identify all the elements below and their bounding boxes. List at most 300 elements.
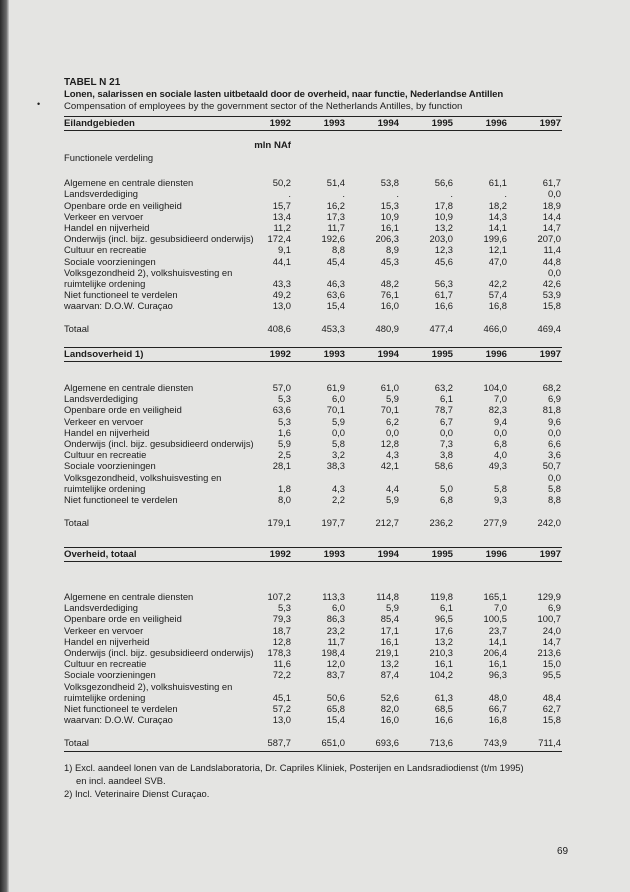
section-landsoverheid bbox=[64, 347, 562, 528]
cell-value: 15,4 bbox=[326, 714, 345, 726]
cell-value: 6,2 bbox=[385, 415, 399, 427]
cell-value: 2,5 bbox=[277, 449, 291, 461]
cell-value: 78,7 bbox=[434, 404, 453, 416]
row-label: ruimtelijke ordening bbox=[64, 277, 146, 289]
row-label: Niet functioneel te verdelen bbox=[64, 702, 178, 714]
row-label: Sociale voorzieningen bbox=[64, 255, 156, 267]
table-row bbox=[64, 211, 562, 222]
cell-value: 711,4 bbox=[538, 737, 561, 749]
cell-value: 15,4 bbox=[326, 300, 345, 312]
cell-value: 0,0 bbox=[439, 426, 453, 438]
cell-value: 199,6 bbox=[483, 233, 507, 245]
row-label: ruimtelijke ordening bbox=[64, 691, 146, 703]
cell-value: 7,3 bbox=[439, 437, 453, 449]
cell-value: 11,2 bbox=[273, 221, 291, 233]
section-header bbox=[64, 548, 562, 562]
row-label: Cultuur en recreatie bbox=[64, 449, 147, 461]
cell-value: 203,0 bbox=[429, 233, 453, 245]
footnote-1: 1) Excl. aandeel lonen van de Landslaboratoria, Dr. Capriles Kliniek, Posterijen en Landsradiodienst (t/m 1995) bbox=[64, 762, 524, 773]
cell-value bbox=[453, 267, 507, 278]
cell-value: 13,2 bbox=[434, 635, 453, 647]
total-row bbox=[64, 323, 562, 334]
cell-value: 11,6 bbox=[273, 658, 291, 670]
row-label: Onderwijs (incl. bijz. gesubsidieerd onderwijs) bbox=[64, 437, 254, 449]
cell-value: 82,0 bbox=[380, 702, 399, 714]
cell-value: 15,8 bbox=[542, 300, 561, 312]
row-label: Volksgezondheid 2), volkshuisvesting en bbox=[64, 680, 233, 692]
cell-value: 14,3 bbox=[488, 210, 507, 222]
year-header: 1997 bbox=[539, 349, 561, 360]
cell-value: 179,1 bbox=[267, 517, 291, 529]
row-label: Algemene en centrale diensten bbox=[64, 177, 194, 189]
row-label: Handel en nijverheid bbox=[64, 426, 150, 438]
cell-value: 6,1 bbox=[439, 602, 453, 614]
cell-value: 4,3 bbox=[385, 449, 399, 461]
section-heading: Landsoverheid 1) bbox=[64, 349, 144, 360]
footnote-1-cont: en incl. aandeel SVB. bbox=[76, 775, 166, 786]
cell-value: 9,3 bbox=[493, 493, 507, 505]
cell-value: 0,0 bbox=[385, 426, 399, 438]
table-row bbox=[64, 289, 562, 300]
cell-value bbox=[399, 681, 453, 692]
cell-value: 5,9 bbox=[385, 493, 399, 505]
cell-value: 104,2 bbox=[429, 669, 453, 681]
table-row bbox=[64, 613, 562, 624]
cell-value: 18,7 bbox=[272, 624, 291, 636]
cell-value: 11,7 bbox=[327, 221, 345, 233]
cell-value: 44,8 bbox=[542, 255, 561, 267]
cell-value: 57,2 bbox=[272, 702, 291, 714]
total-row bbox=[64, 517, 562, 528]
cell-value: 9,6 bbox=[547, 415, 561, 427]
row-label: Landsverdediging bbox=[64, 602, 139, 614]
table-code: TABEL N 21 bbox=[64, 77, 121, 88]
row-label: Handel en nijverheid bbox=[64, 635, 150, 647]
cell-value: 48,4 bbox=[542, 691, 561, 703]
cell-value: 79,3 bbox=[272, 613, 291, 625]
table-row bbox=[64, 256, 562, 267]
cell-value: 13,4 bbox=[272, 210, 291, 222]
cell-value: 61,7 bbox=[542, 177, 561, 189]
table-row bbox=[64, 244, 562, 255]
row-label: Algemene en centrale diensten bbox=[64, 382, 194, 393]
cell-value: 17,8 bbox=[434, 199, 453, 211]
cell-value: 12,1 bbox=[488, 244, 507, 256]
row-label: waarvan: D.O.W. Curaçao bbox=[64, 714, 173, 726]
cell-value: 86,3 bbox=[326, 613, 345, 625]
cell-value: 113,3 bbox=[322, 591, 345, 602]
cell-value bbox=[345, 267, 399, 278]
year-header: 1996 bbox=[485, 118, 507, 129]
year-header: 1992 bbox=[269, 549, 291, 560]
table-row bbox=[64, 602, 562, 613]
cell-value: 61,3 bbox=[434, 691, 453, 703]
cell-value: 713,6 bbox=[429, 737, 453, 749]
cell-value: 42,6 bbox=[542, 277, 561, 289]
table-row bbox=[64, 416, 562, 427]
cell-value: 61,9 bbox=[326, 382, 345, 393]
cell-value: 47,0 bbox=[488, 255, 507, 267]
section-header bbox=[64, 117, 562, 131]
cell-value: 61,7 bbox=[434, 289, 453, 301]
cell-value: 45,4 bbox=[326, 255, 345, 267]
cell-value: 16,1 bbox=[488, 658, 507, 670]
cell-value: 0,0 bbox=[547, 471, 561, 483]
cell-value: 192,6 bbox=[321, 233, 345, 245]
table-row bbox=[64, 222, 562, 233]
cell-value: 46,3 bbox=[326, 277, 345, 289]
cell-value: 81,8 bbox=[542, 404, 561, 416]
cell-value: 63,6 bbox=[272, 404, 291, 416]
cell-value: 14,1 bbox=[488, 635, 507, 647]
cell-value: 6,6 bbox=[547, 437, 561, 449]
cell-value: 58,6 bbox=[434, 460, 453, 472]
subheading-row bbox=[64, 152, 562, 166]
cell-value: 172,4 bbox=[267, 233, 291, 245]
year-header: 1993 bbox=[323, 118, 345, 129]
cell-value: 5,3 bbox=[277, 415, 291, 427]
cell-value: 15,0 bbox=[542, 658, 561, 670]
cell-value: 11,4 bbox=[543, 244, 561, 256]
section-heading: Overheid, totaal bbox=[64, 549, 137, 560]
cell-value: 165,1 bbox=[483, 591, 507, 602]
year-header: 1992 bbox=[269, 349, 291, 360]
cell-value: 242,0 bbox=[537, 517, 561, 529]
cell-value: 12,8 bbox=[272, 635, 291, 647]
cell-value: 1,8 bbox=[277, 482, 291, 494]
total-row bbox=[64, 737, 562, 748]
row-label: Openbare orde en veiligheid bbox=[64, 613, 182, 625]
cell-value: 62,7 bbox=[542, 702, 561, 714]
cell-value: 85,4 bbox=[380, 613, 399, 625]
table-row bbox=[64, 438, 562, 449]
row-label: Volksgezondheid 2), volkshuisvesting en bbox=[64, 266, 233, 278]
cell-value bbox=[345, 472, 399, 483]
cell-value: 14,4 bbox=[542, 210, 561, 222]
row-label: Verkeer en vervoer bbox=[64, 624, 144, 636]
cell-value: . bbox=[450, 188, 453, 200]
table-row bbox=[64, 591, 562, 602]
cell-value: 178,3 bbox=[267, 646, 291, 658]
cell-value: 5,9 bbox=[385, 602, 399, 614]
cell-value: 28,1 bbox=[272, 460, 291, 472]
cell-value: 0,0 bbox=[547, 266, 561, 278]
cell-value: 4,3 bbox=[331, 482, 345, 494]
cell-value: 207,0 bbox=[537, 233, 561, 245]
cell-value: 68,2 bbox=[542, 382, 561, 393]
cell-value: 16,8 bbox=[488, 714, 507, 726]
cell-value: 96,5 bbox=[434, 613, 453, 625]
cell-value: 18,9 bbox=[542, 199, 561, 211]
cell-value: 5,9 bbox=[277, 437, 291, 449]
cell-value: 119,8 bbox=[430, 591, 453, 602]
cell-value: 49,3 bbox=[488, 460, 507, 472]
cell-value: 63,6 bbox=[326, 289, 345, 301]
cell-value: 5,8 bbox=[331, 437, 345, 449]
table-title-dutch: Lonen, salarissen en sociale lasten uitbetaald door de overheid, naar functie, Nederlandse Antillen bbox=[64, 89, 504, 100]
cell-value: 8,9 bbox=[385, 244, 399, 256]
cell-value: 3,2 bbox=[331, 449, 345, 461]
cell-value: 83,7 bbox=[326, 669, 345, 681]
year-header: 1993 bbox=[323, 549, 345, 560]
cell-value: 480,9 bbox=[375, 323, 399, 335]
cell-value: 14,7 bbox=[542, 635, 561, 647]
cell-value bbox=[291, 681, 345, 692]
row-label: Cultuur en recreatie bbox=[64, 244, 147, 256]
cell-value: 56,3 bbox=[434, 277, 453, 289]
cell-value bbox=[507, 681, 561, 692]
bullet-mark: • bbox=[37, 99, 41, 109]
cell-value: 6,0 bbox=[331, 393, 345, 405]
row-label: Openbare orde en veiligheid bbox=[64, 404, 182, 416]
section-header bbox=[64, 348, 562, 362]
row-label: Sociale voorzieningen bbox=[64, 669, 156, 681]
cell-value: 408,6 bbox=[267, 323, 291, 335]
cell-value: . bbox=[504, 188, 507, 200]
cell-value: 87,4 bbox=[380, 669, 399, 681]
cell-value: 6,9 bbox=[547, 393, 561, 405]
cell-value: 206,4 bbox=[483, 646, 507, 658]
cell-value: 197,7 bbox=[321, 517, 345, 529]
cell-value: 466,0 bbox=[483, 323, 507, 335]
spacer bbox=[64, 131, 562, 140]
row-label: Landsverdediging bbox=[64, 393, 139, 405]
cell-value: 16,1 bbox=[380, 635, 399, 647]
cell-value: 16,0 bbox=[380, 300, 399, 312]
row-label: Niet functioneel te verdelen bbox=[64, 493, 178, 505]
cell-value: 693,6 bbox=[375, 737, 399, 749]
unit-label: mln NAf bbox=[254, 140, 291, 151]
cell-value: 24,0 bbox=[542, 624, 561, 636]
table-row bbox=[64, 449, 562, 460]
table-row bbox=[64, 300, 562, 311]
cell-value: 5,3 bbox=[277, 393, 291, 405]
cell-value: 43,3 bbox=[272, 277, 291, 289]
cell-value: 52,6 bbox=[380, 691, 399, 703]
table-row bbox=[64, 692, 562, 703]
cell-value bbox=[453, 681, 507, 692]
unit-row bbox=[64, 140, 562, 152]
year-header: 1993 bbox=[323, 349, 345, 360]
cell-value: 2,2 bbox=[331, 493, 345, 505]
cell-value: 96,3 bbox=[488, 669, 507, 681]
cell-value: 61,1 bbox=[488, 177, 507, 189]
cell-value: 53,8 bbox=[380, 177, 399, 189]
cell-value: 5,9 bbox=[331, 415, 345, 427]
cell-value: 16,1 bbox=[434, 658, 453, 670]
cell-value bbox=[291, 472, 345, 483]
cell-value: 45,1 bbox=[272, 691, 291, 703]
cell-value: 277,9 bbox=[483, 517, 507, 529]
cell-value: 1,6 bbox=[277, 426, 291, 438]
year-header: 1995 bbox=[431, 349, 453, 360]
year-header: 1994 bbox=[377, 349, 399, 360]
cell-value: 6,8 bbox=[493, 437, 507, 449]
cell-value: 3,6 bbox=[547, 449, 561, 461]
cell-value: 68,5 bbox=[434, 702, 453, 714]
row-label: Verkeer en vervoer bbox=[64, 415, 144, 427]
cell-value: 50,7 bbox=[542, 460, 561, 472]
table-row bbox=[64, 427, 562, 438]
row-label: Cultuur en recreatie bbox=[64, 658, 147, 670]
row-label: Verkeer en vervoer bbox=[64, 210, 144, 222]
cell-value: 57,0 bbox=[272, 382, 291, 393]
cell-value bbox=[237, 681, 291, 692]
cell-value: 17,1 bbox=[380, 624, 399, 636]
cell-value bbox=[345, 681, 399, 692]
year-header: 1994 bbox=[377, 118, 399, 129]
cell-value: 17,3 bbox=[326, 210, 345, 222]
cell-value: 12,0 bbox=[326, 658, 345, 670]
row-label: Niet functioneel te verdelen bbox=[64, 289, 178, 301]
cell-value bbox=[453, 472, 507, 483]
cell-value: 23,7 bbox=[488, 624, 507, 636]
cell-value: 42,1 bbox=[380, 460, 399, 472]
cell-value: 6,7 bbox=[439, 415, 453, 427]
table-row bbox=[64, 472, 562, 483]
cell-value bbox=[291, 267, 345, 278]
cell-value bbox=[237, 267, 291, 278]
table-row bbox=[64, 267, 562, 278]
row-label: ruimtelijke ordening bbox=[64, 482, 146, 494]
cell-value: 16,1 bbox=[380, 221, 399, 233]
row-label: Volksgezondheid, volkshuisvesting en bbox=[64, 471, 222, 483]
row-label: Openbare orde en veiligheid bbox=[64, 199, 182, 211]
bottom-rule bbox=[64, 751, 562, 752]
row-label: waarvan: D.O.W. Curaçao bbox=[64, 300, 173, 312]
cell-value: 44,1 bbox=[272, 255, 291, 267]
cell-value: 129,9 bbox=[537, 591, 561, 602]
cell-value: 16,6 bbox=[434, 300, 453, 312]
cell-value bbox=[399, 267, 453, 278]
cell-value: 45,3 bbox=[380, 255, 399, 267]
year-header: 1997 bbox=[539, 118, 561, 129]
cell-value: 66,7 bbox=[488, 702, 507, 714]
cell-value: 104,0 bbox=[483, 382, 507, 393]
cell-value: 63,2 bbox=[434, 382, 453, 393]
cell-value: 12,3 bbox=[434, 244, 453, 256]
year-header: 1995 bbox=[431, 549, 453, 560]
row-label: Landsverdediging bbox=[64, 188, 139, 200]
cell-value: 16,0 bbox=[380, 714, 399, 726]
scan-edge bbox=[0, 0, 9, 892]
cell-value: 5,8 bbox=[493, 482, 507, 494]
cell-value: 100,7 bbox=[537, 613, 561, 625]
spacer bbox=[64, 166, 562, 177]
table-row bbox=[64, 658, 562, 669]
row-label: Onderwijs (incl. bijz. gesubsidieerd onderwijs) bbox=[64, 233, 254, 245]
cell-value: . bbox=[396, 188, 399, 200]
subheading: Functionele verdeling bbox=[64, 152, 154, 163]
cell-value: 5,3 bbox=[277, 602, 291, 614]
cell-value: 0,0 bbox=[547, 426, 561, 438]
table-title-english: Compensation of employees by the government sector of the Netherlands Antilles, by function bbox=[64, 101, 463, 112]
cell-value: 8,8 bbox=[331, 244, 345, 256]
table-row bbox=[64, 636, 562, 647]
table-row bbox=[64, 625, 562, 636]
year-header: 1994 bbox=[377, 549, 399, 560]
cell-value: 10,9 bbox=[380, 210, 399, 222]
cell-value: 13,0 bbox=[272, 714, 291, 726]
cell-value: 651,0 bbox=[321, 737, 345, 749]
cell-value: 70,1 bbox=[326, 404, 345, 416]
cell-value: 16,2 bbox=[326, 199, 345, 211]
cell-value: 49,2 bbox=[272, 289, 291, 301]
cell-value: 8,8 bbox=[547, 493, 561, 505]
cell-value: 3,8 bbox=[439, 449, 453, 461]
cell-value: 14,7 bbox=[542, 221, 561, 233]
cell-value: 76,1 bbox=[380, 289, 399, 301]
cell-value: 114,8 bbox=[376, 591, 399, 602]
cell-value: 13,2 bbox=[380, 658, 399, 670]
cell-value: 50,6 bbox=[326, 691, 345, 703]
cell-value: 9,4 bbox=[493, 415, 507, 427]
cell-value: 6,8 bbox=[439, 493, 453, 505]
cell-value: 212,7 bbox=[375, 517, 399, 529]
spacer bbox=[64, 505, 562, 517]
section-eilandgebieden bbox=[64, 116, 562, 335]
cell-value: 743,9 bbox=[483, 737, 507, 749]
cell-value: 72,2 bbox=[272, 669, 291, 681]
table-row bbox=[64, 188, 562, 199]
page-number: 69 bbox=[557, 846, 569, 857]
cell-value: 8,0 bbox=[277, 493, 291, 505]
table-row bbox=[64, 647, 562, 658]
cell-value: 5,8 bbox=[547, 482, 561, 494]
cell-value: 0,0 bbox=[493, 426, 507, 438]
cell-value: 206,3 bbox=[375, 233, 399, 245]
cell-value: 0,0 bbox=[547, 188, 561, 200]
spacer bbox=[64, 562, 562, 591]
cell-value: 23,2 bbox=[326, 624, 345, 636]
cell-value: 100,5 bbox=[483, 613, 507, 625]
cell-value: 10,9 bbox=[434, 210, 453, 222]
cell-value: 16,8 bbox=[488, 300, 507, 312]
cell-value bbox=[237, 472, 291, 483]
cell-value: 5,0 bbox=[439, 482, 453, 494]
table-row bbox=[64, 714, 562, 725]
table-row bbox=[64, 393, 562, 404]
section-overheid-totaal bbox=[64, 547, 562, 748]
cell-value: 82,3 bbox=[488, 404, 507, 416]
cell-value: 65,8 bbox=[326, 702, 345, 714]
cell-value: 16,6 bbox=[434, 714, 453, 726]
cell-value: 210,3 bbox=[429, 646, 453, 658]
cell-value: 50,2 bbox=[272, 177, 291, 189]
table-row bbox=[64, 233, 562, 244]
table-row bbox=[64, 278, 562, 289]
cell-value: 17,6 bbox=[434, 624, 453, 636]
row-label: Sociale voorzieningen bbox=[64, 460, 156, 472]
spacer bbox=[64, 725, 562, 737]
section-heading: Eilandgebieden bbox=[64, 118, 135, 129]
cell-value: 587,7 bbox=[267, 737, 291, 749]
footnote-2: 2) Incl. Veterinaire Dienst Curaçao. bbox=[64, 788, 210, 799]
cell-value: 4,4 bbox=[385, 482, 399, 494]
row-label: Algemene en centrale diensten bbox=[64, 591, 194, 602]
table-row bbox=[64, 404, 562, 415]
cell-value: 0,0 bbox=[331, 426, 345, 438]
cell-value: 9,1 bbox=[277, 244, 291, 256]
cell-value: 38,3 bbox=[326, 460, 345, 472]
cell-value: . bbox=[342, 188, 345, 200]
spacer bbox=[64, 362, 562, 382]
cell-value: 469,4 bbox=[537, 323, 561, 335]
cell-value: 107,2 bbox=[267, 591, 291, 602]
cell-value: 5,9 bbox=[385, 393, 399, 405]
cell-value: 18,2 bbox=[488, 199, 507, 211]
year-header: 1995 bbox=[431, 118, 453, 129]
